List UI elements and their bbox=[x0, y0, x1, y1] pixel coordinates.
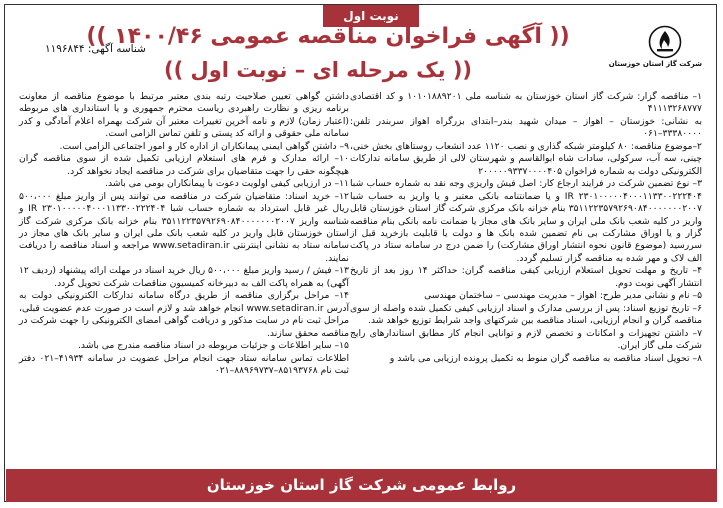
clause-12: ۱۲– خرید اسناد: متقاضیان شرکت در مناقصه می توانند پس از واریز مبلغ ۵۰۰،۰۰۰ ریال غیر قابل استرداد به شماره حساب شبا IR ۲۳۰۱۰۰۰۰۰۴۰۰۰۱۱۳۳۰۰۲۲۲۴۰۴ و شناسه واریز ۳۵۱۱۲۲۳۵۷۹۲۶۹۰۸۴۰۰۰۰۰۰۰۲۰۰۷ بنام خزانه بانک مرکزی شرکت گاز استان خوزستان قابل واریز در کلیه شعب بانک ملی ایران و سایر بانک های مجاز در سامانه ستاد به نشانی اینترنتی www.setadiran.ir مراجعه و اسناد مناقصه را دریافت نمایند. bbox=[19, 190, 349, 264]
company-logo bbox=[608, 25, 702, 68]
clause-9: ۹– داشتن گواهی ایمنی پیمانکاران از اداره کار و امور اجتماعی الزامی است. bbox=[59, 140, 349, 152]
clause-7: ۷– داشتن تجهیزات و امکانات و تخصص لازم و توانایی انجام کار مطابق استاندارهای رایج شرکت ملی گاز ایران. bbox=[350, 327, 702, 352]
right-column bbox=[350, 91, 702, 365]
public-relations-footer: روابط عمومی شرکت گاز استان خوزستان bbox=[6, 469, 717, 502]
nigc-flame-logo-icon bbox=[648, 25, 682, 59]
notice-number: شناسه آگهی: ۱۱۹۶۸۴۴ bbox=[45, 43, 146, 55]
contact-info: اطلاعات تماس سامانه ستاد جهت انجام مراحل عضویت در سامانه ۴۱۹۳۴–۰۲۱ دفتر ثبت نام ۸۵۱۹۳۷۶۸–۸۸۹۶۹۷۳۷–۰۲۱ bbox=[19, 352, 349, 376]
notice-title: (( آگهی فراخوان مناقصه عمومی ۱۴۰۰/۴۶ )) bbox=[86, 24, 570, 49]
left-column bbox=[19, 91, 349, 377]
clause-10: ۱۰– ارائه مدارک و فرم های استعلام ارزیابی تکمیل شده از سوی مناقصه گران هیچگونه حقی را جهت متقاضیان برای شرکت در مناقصه ایجاد نخواهد کرد. bbox=[19, 153, 349, 177]
clause-3: ۳– نوع تضمین شرکت در فرایند ارجاع کار: اصل فیش واریزی وجه نقد به شماره حساب شبا IR ۲۳۰۱۰۰۰۰۰۴۰۰۰۱۱۳۳۰۰۲۲۲۴۰۴ و یا ضمانتنامه بانکی معتبر و یا واریز به حساب شبا ۳۵۱۱۲۲۳۵۷۹۲۶۹۰۸۴۰۰۰۰۰۰۰۲۰۰۷ بنام خزانه بانک مرکزی شرکت گاز استان خوزستان قابل واریز در کلیه شعب بانک ملی ایران و سایر بانک های مجاز یا ضمانت نامه بانکی بنام مناقصه گزار و یا اوراق مشارکت بی نام تضمین شده بانک ها و دولت یا قابلیت بازخرید قبل از سررسید (موضوع قانون نحوه انتشار اوراق مشارکت) را ضمن درج در سامانه ستاد در پاکت الف لاک و مهر شده به مناقصه گزار تسلیم گردد. bbox=[350, 178, 702, 264]
clause-15: ۱۵– سایر اطلاعات و جزئیات مربوطه در اسناد مناقصه مندرج می باشد. bbox=[78, 340, 349, 352]
clause-6: ۶– تاریخ توزیع اسناد: پس از بررسی مدارک و اسناد ارزیابی کیفی تکمیل شده واصله از سوی مناقصه گران و انجام ارزیابی، اسناد مناقصه بین شرکتهای واجد شرایط توزیع خواهد شد. bbox=[350, 302, 702, 327]
logo-caption: شرکت گاز استان خوزستان bbox=[608, 60, 702, 68]
clause-4: ۴– تاریخ و مهلت تحویل استعلام ارزیابی کیفی مناقصه گران: حداکثر ۱۴ روز بعد از تاریخ انتشار آگهی نوبت دوم. bbox=[350, 265, 702, 289]
clause-5: ۵– نام و نشانی مدیر طرح: اهواز – مدیریت مهندسی – ساختمان مهندسی bbox=[424, 290, 702, 302]
clause-1: ۱– مناقصه گزار: شرکت گاز استان خوزستان به شناسه ملی ۱۰۱۰۱۸۸۹۲۰۱ و کد اقتصادی ۴۱۱۱۳۲۶۸۷۷۷ bbox=[350, 91, 702, 115]
clause-8: ۸– تحویل اسناد مناقصه به مناقصه گران منوط به تکمیل پرونده ارزیابی می باشد و bbox=[389, 352, 702, 364]
clause-14: ۱۴– مراحل برگزاری مناقصه از طریق درگاه سامانه تدارکات الکترونیکی دولت به آدرس www.setadiran.ir انجام خواهد شد و لازم است در صورت عدم عضویت قبلی، مراحل ثبت نام در سایت مذکور و دریافت گواهی امضای الکترونیکی را جهت شرکت در مناقصه محقق سازند. bbox=[19, 290, 350, 339]
notice-frame bbox=[4, 4, 717, 502]
clause-13: ۱۳– فیش / رسید واریز مبلغ ۵۰۰،۰۰۰ ریال خرید اسناد در مهلت ارائه پیشنهاد (ردیف ۱۲ آگهی) به همراه پاکت الف به دبیرخانه کمیسیون مناقصات شرکت تحویل گردد. bbox=[19, 265, 349, 289]
notice-subtitle: (( یک مرحله ای – نوبت اول )) bbox=[163, 58, 473, 82]
clause-1-address: به نشانی: خوزستان – اهواز – میدان شهید بندر–ابتدای بزرگراه اهواز سربندر تلفن: ۳۳۳۸۰۰۰۰–۰۶۱ bbox=[350, 115, 702, 140]
publication-badge: نوبت اول bbox=[323, 5, 419, 27]
clause-2: ۲–موضوع مناقصه: ۸۰ کیلومتر شبکه گذاری و نصب ۱۱۲۰ عدد انشعاب روستاهای بخش خنی، چینی، سه آب، سرکولی، سادات شاه ابوالقاسم و شهرستان لالی از طریق سامانه تدارکات الکترونیکی دولت به شماره فراخوان ۲۰۰۰۰۰۹۳۳۷۰۰۰۰۴۰۵ bbox=[350, 140, 702, 177]
clause-11: ۱۱– در ارزیابی کیفی اولویت دعوت با پیمانکاران بومی می باشد. bbox=[105, 178, 349, 190]
clause-8-cont: داشتن گواهی تعیین صلاحیت رتبه بندی معتبر مرتبط با موضوع مناقصه از معاونت برنامه ریزی و نظارت راهبردی ریاست محترم جمهوری و یا استانداری های مربوطه (اعتبار زمان) لازم و نامه آخرین تغییرات معتبر آن شرکت بهمراه اعلام آمادگی و کدر سامانه ملی حقوقی و ارائه کد پستی و تلفن تماس الزامی است. bbox=[19, 91, 349, 140]
